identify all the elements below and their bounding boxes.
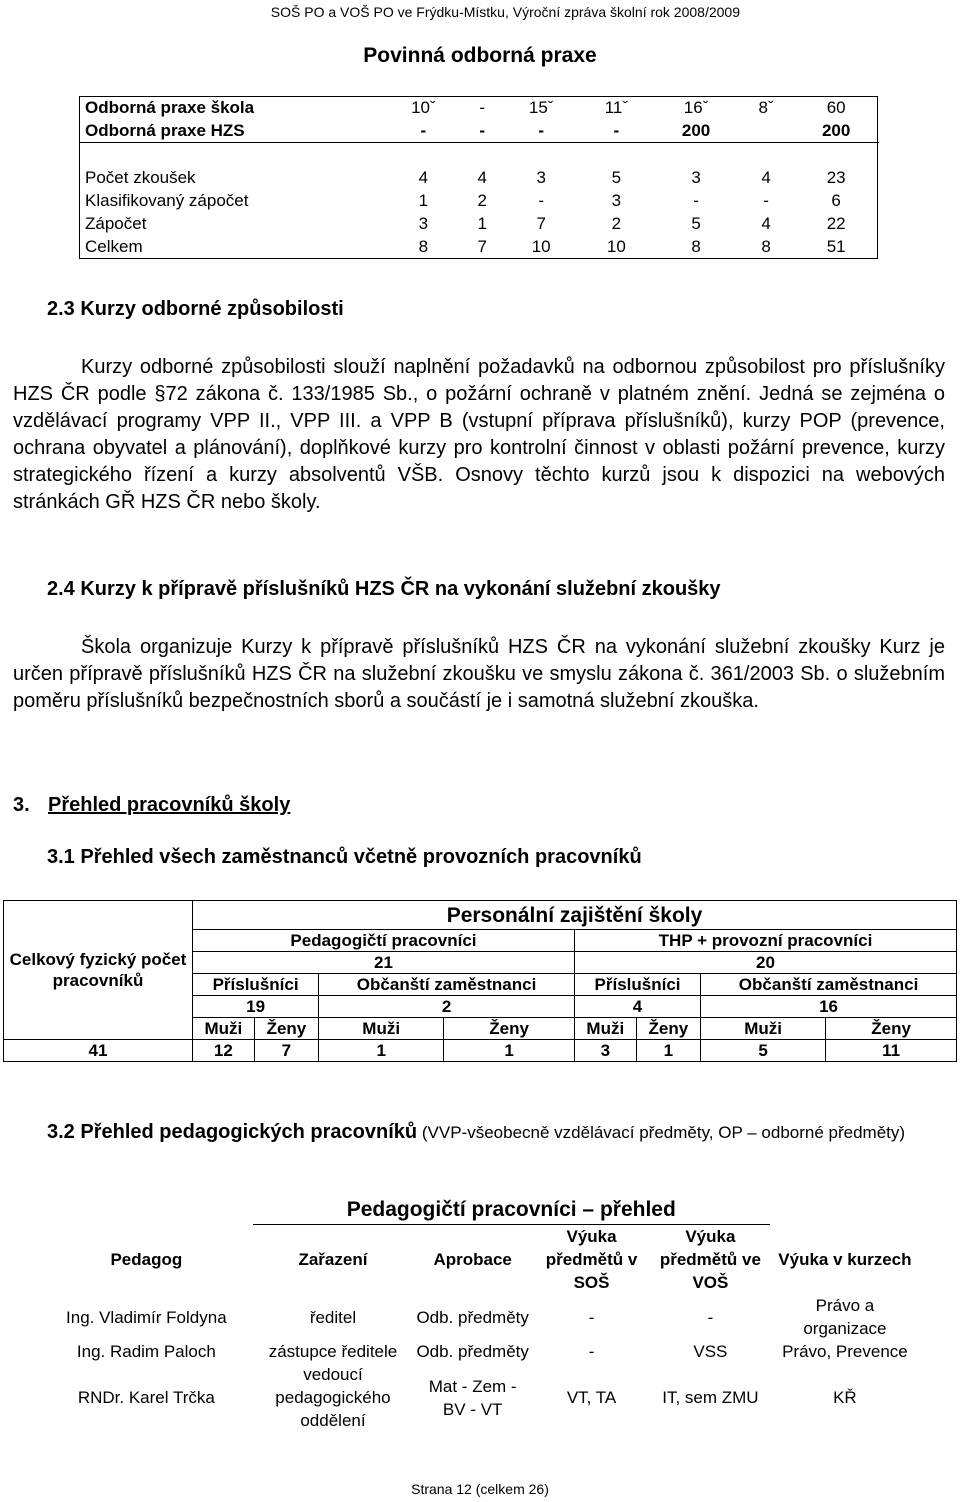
subgroup-count: 19 bbox=[193, 996, 319, 1018]
page-footer: Strana 12 (celkem 26) bbox=[411, 1481, 549, 1497]
table-cell: 2 bbox=[477, 190, 487, 210]
gender-header: Ženy bbox=[254, 1018, 318, 1040]
group-header: Pedagogičtí pracovníci bbox=[193, 930, 575, 952]
table-cell: Právo a organizace bbox=[803, 1296, 887, 1338]
table-cell: 1 bbox=[636, 1040, 700, 1062]
table-cell: - bbox=[588, 1342, 595, 1361]
table-cell: VT, TA bbox=[566, 1388, 617, 1407]
table-cell: 7 bbox=[536, 213, 546, 233]
teacher-name: RNDr. Karel Trčka bbox=[77, 1388, 215, 1407]
table-cell: 4 bbox=[418, 167, 429, 187]
table-cell: - bbox=[479, 120, 486, 140]
table-cell: 8 bbox=[418, 236, 429, 256]
table-row bbox=[4, 1040, 957, 1062]
column-header: Zařazení bbox=[298, 1250, 368, 1269]
table-cell: 7 bbox=[254, 1040, 318, 1062]
section-2-3-heading: 2.3 Kurzy odborné způsobilosti bbox=[47, 298, 344, 320]
table-cell: 2 bbox=[611, 213, 622, 233]
practice-table-frame bbox=[79, 96, 878, 259]
table-caption: Personální zajištění školy bbox=[193, 901, 957, 930]
column-header: Aprobace bbox=[433, 1250, 512, 1269]
table-row bbox=[40, 1294, 920, 1340]
subgroup-count: 4 bbox=[574, 996, 700, 1018]
table-cell: - bbox=[538, 120, 545, 140]
subgroup-header: Občanští zaměstnanci bbox=[701, 974, 957, 996]
table-cell: 10 bbox=[606, 236, 626, 256]
section-3-1-heading: 3.1 Přehled všech zaměstnanců včetně provozních pracovníků bbox=[47, 846, 642, 868]
staff-table bbox=[3, 900, 957, 1062]
row-label: Odborná praxe HZS bbox=[85, 120, 245, 140]
table-cell: - bbox=[707, 1307, 714, 1327]
table-cell: 1 bbox=[418, 190, 429, 210]
table-cell: 1 bbox=[477, 213, 487, 233]
table-caption: Pedagogičtí pracovníci – přehled bbox=[253, 1194, 770, 1225]
table-cell: 4 bbox=[761, 213, 771, 233]
teacher-name: Ing. Radim Paloch bbox=[76, 1342, 216, 1361]
row-label: Počet zkoušek bbox=[85, 167, 196, 187]
row-label: Celkový fyzický počet pracovníků bbox=[4, 901, 193, 1040]
table-cell: Mat - Zem - BV - VT bbox=[428, 1376, 517, 1419]
table-cell: 200 bbox=[821, 120, 851, 140]
table-cell: 3 bbox=[691, 167, 701, 187]
table-cell: - bbox=[479, 97, 486, 117]
table-cell: 7 bbox=[477, 236, 487, 256]
subgroup-header: Občanští zaměstnanci bbox=[319, 974, 575, 996]
gender-header: Muži bbox=[701, 1018, 826, 1040]
column-header: Výuka předmětů v SOŠ bbox=[545, 1227, 638, 1292]
table-cell: 60 bbox=[826, 97, 846, 117]
table-cell: 3 bbox=[574, 1040, 636, 1062]
group-count: 20 bbox=[574, 952, 956, 974]
table-cell: zástupce ředitele bbox=[268, 1342, 398, 1361]
table-cell: 4 bbox=[477, 167, 487, 187]
gender-header: Muži bbox=[574, 1018, 636, 1040]
table-row bbox=[40, 1363, 920, 1432]
teacher-name: Ing. Vladimír Foldyna bbox=[66, 1307, 227, 1327]
table-cell: 15ˇ bbox=[528, 97, 554, 117]
table-cell: - bbox=[420, 120, 427, 140]
table-cell: - bbox=[588, 1307, 595, 1327]
table-cell: - bbox=[763, 190, 769, 210]
table-cell: 8ˇ bbox=[758, 97, 774, 117]
table-cell: - bbox=[693, 190, 699, 210]
section-3-2-note: (VVP-všeobecně vzdělávací předměty, OP – odborné předměty) bbox=[421, 1123, 906, 1142]
gender-header: Ženy bbox=[444, 1018, 575, 1040]
group-header: THP + provozní pracovníci bbox=[574, 930, 956, 952]
section-2-3-text: Kurzy odborné způsobilosti slouží naplnění požadavků na odbornou způsobilost pro příslušníky HZS ČR podle §72 zákona č. 133/1985 Sb., o požární ochraně v platném znění. Jedná se zejména o vzdělávací programy VPP II., VPP III. a VPP B (vstupní příprava příslušníků), kurzy POP (prevence, ochrana obyvatel a plánování), doplňkové kurzy pro kontrolní činnost v oblasti požární prevence, kurzy strategického řízení a kurzy absolventů VŠB. Osnovy těchto kurzů jsou k dispozici na webových stránkách GŘ HZS ČR nebo školy. bbox=[13, 356, 945, 513]
subgroup-header: Příslušníci bbox=[574, 974, 700, 996]
page-header: SOŠ PO a VOŠ PO ve Frýdku-Místku, Výroční zpráva školní rok 2008/2009 bbox=[270, 4, 740, 20]
table-cell: 1 bbox=[319, 1040, 444, 1062]
table-cell: 4 bbox=[761, 167, 771, 187]
table-cell: 8 bbox=[761, 236, 771, 256]
section-3-title: Přehled pracovníků školy bbox=[48, 794, 291, 816]
table-cell: 23 bbox=[826, 167, 846, 187]
table-cell: VSS bbox=[693, 1342, 728, 1361]
table-cell: - bbox=[613, 120, 620, 140]
subgroup-count: 16 bbox=[701, 996, 957, 1018]
table-cell: 3 bbox=[536, 167, 546, 187]
table-cell: 11ˇ bbox=[604, 97, 629, 117]
table-cell: Odb. předměty bbox=[416, 1342, 529, 1361]
table-cell: 10ˇ bbox=[411, 97, 436, 117]
table-cell: 22 bbox=[826, 213, 846, 233]
table-cell: 200 bbox=[681, 120, 711, 140]
subgroup-header: Příslušníci bbox=[193, 974, 319, 996]
subgroup-count: 2 bbox=[319, 996, 575, 1018]
table-cell: 5 bbox=[611, 167, 622, 187]
section-3-2-heading: 3.2 Přehled pedagogických pracovníků bbox=[47, 1121, 418, 1143]
table-cell: vedoucí pedagogického oddělení bbox=[275, 1365, 391, 1430]
page-title: Povinná odborná praxe bbox=[363, 44, 597, 67]
section-3-2 bbox=[47, 1120, 927, 1145]
column-header: Výuka předmětů ve VOŠ bbox=[659, 1227, 761, 1292]
section-3-number: 3. bbox=[13, 794, 30, 816]
table-row bbox=[40, 1194, 920, 1225]
row-label: Celkem bbox=[85, 236, 143, 256]
table-cell: 6 bbox=[831, 190, 841, 210]
table-cell: Právo, Prevence bbox=[782, 1342, 908, 1361]
table-cell: 5 bbox=[691, 213, 701, 233]
table-cell: 3 bbox=[611, 190, 622, 210]
table-row bbox=[40, 1340, 920, 1363]
group-count: 21 bbox=[193, 952, 575, 974]
table-cell: 3 bbox=[418, 213, 429, 233]
gender-header: Muži bbox=[193, 1018, 255, 1040]
table-cell: IT, sem ZMU bbox=[662, 1388, 759, 1407]
row-label: Zápočet bbox=[85, 213, 147, 233]
table-header-row bbox=[40, 1225, 920, 1295]
table-cell: - bbox=[538, 190, 545, 210]
table-row bbox=[4, 901, 957, 930]
total-value: 41 bbox=[4, 1040, 193, 1062]
row-label: Odborná praxe škola bbox=[85, 97, 255, 117]
table-cell: 11 bbox=[826, 1040, 957, 1062]
row-label: Klasifikovaný zápočet bbox=[85, 190, 249, 210]
table-cell: 5 bbox=[701, 1040, 826, 1062]
table-cell: 8 bbox=[691, 236, 701, 256]
table-cell: KŘ bbox=[833, 1388, 857, 1407]
section-2-4-heading: 2.4 Kurzy k přípravě příslušníků HZS ČR na vykonání služební zkoušky bbox=[47, 578, 721, 600]
gender-header: Muži bbox=[319, 1018, 444, 1040]
column-header: Pedagog bbox=[110, 1249, 183, 1269]
table-cell: 10 bbox=[531, 236, 551, 256]
column-header: Výuka v kurzech bbox=[778, 1249, 912, 1269]
table-cell: Odb. předměty bbox=[416, 1307, 529, 1327]
section-2-4-text: Škola organizuje Kurzy k přípravě příslušníků HZS ČR na vykonání služební zkoušky Kurz je určen přípravě příslušníků HZS ČR na služební zkoušku ve smyslu zákona č. 361/2003 Sb. o služebním poměru příslušníků bezpečnostních sborů a součástí je i samotná služební zkouška. bbox=[13, 636, 945, 712]
table-cell: ředitel bbox=[309, 1307, 357, 1327]
table-cell: 16ˇ bbox=[683, 97, 709, 117]
gender-header: Ženy bbox=[636, 1018, 700, 1040]
table-cell: 1 bbox=[444, 1040, 575, 1062]
gender-header: Ženy bbox=[826, 1018, 957, 1040]
table-cell: 12 bbox=[193, 1040, 255, 1062]
teachers-table bbox=[40, 1194, 920, 1432]
table-cell: 51 bbox=[826, 236, 846, 256]
